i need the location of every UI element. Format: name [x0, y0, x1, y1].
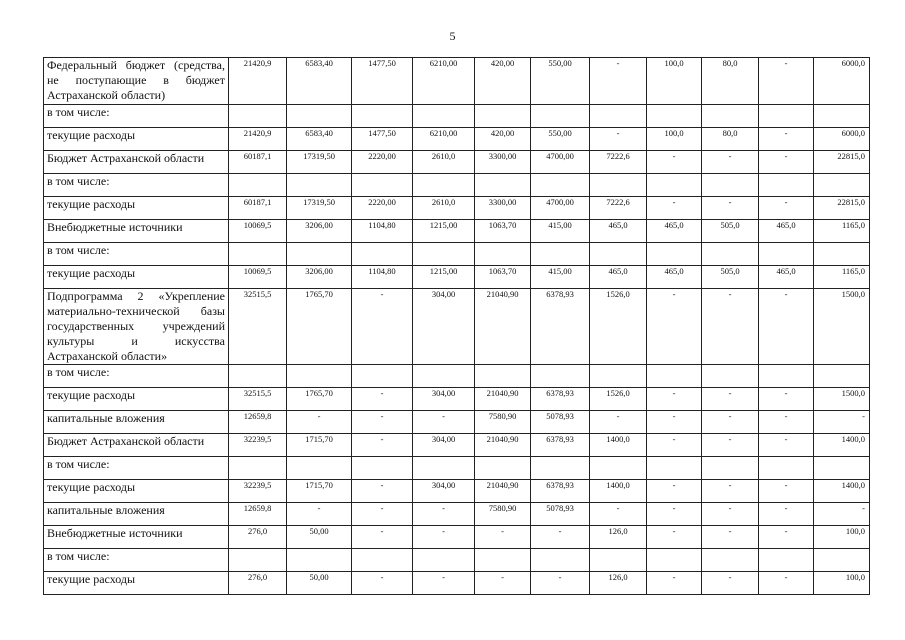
value-cell: 21040,90: [475, 388, 531, 411]
value-cell: [759, 105, 814, 128]
row-label: Федеральный бюджет (средства, не поступающие в бюджет Астраханской области): [44, 58, 229, 105]
value-cell: 415,00: [531, 220, 590, 243]
value-cell: -: [413, 411, 475, 434]
table-row: [44, 289, 870, 365]
value-cell: -: [475, 526, 531, 549]
value-cell: -: [759, 411, 814, 434]
value-cell: 6378,93: [531, 434, 590, 457]
value-cell: [590, 457, 647, 480]
value-cell: -: [702, 526, 759, 549]
value-cell: [287, 365, 352, 388]
value-cell: [759, 243, 814, 266]
value-cell: 1215,00: [413, 266, 475, 289]
value-cell: 465,0: [759, 220, 814, 243]
value-cell: -: [759, 572, 814, 595]
value-cell: 4700,00: [531, 197, 590, 220]
value-cell: 1500,0: [814, 289, 870, 365]
row-label: в том числе:: [44, 365, 229, 388]
value-cell: -: [352, 388, 413, 411]
value-cell: -: [702, 289, 759, 365]
value-cell: [531, 365, 590, 388]
value-cell: 6378,93: [531, 480, 590, 503]
value-cell: 3300,00: [475, 197, 531, 220]
value-cell: -: [702, 151, 759, 174]
value-cell: 100,0: [814, 572, 870, 595]
value-cell: 12659,8: [229, 411, 287, 434]
value-cell: 5078,93: [531, 503, 590, 526]
value-cell: 415,00: [531, 266, 590, 289]
value-cell: -: [759, 480, 814, 503]
value-cell: 1063,70: [475, 220, 531, 243]
value-cell: 1104,80: [352, 220, 413, 243]
row-label: текущие расходы: [44, 480, 229, 503]
value-cell: 17319,50: [287, 151, 352, 174]
value-cell: 12659,8: [229, 503, 287, 526]
row-label: текущие расходы: [44, 128, 229, 151]
value-cell: 6000,0: [814, 128, 870, 151]
value-cell: [590, 243, 647, 266]
value-cell: [814, 243, 870, 266]
value-cell: [287, 105, 352, 128]
row-label: Внебюджетные источники: [44, 220, 229, 243]
value-cell: [229, 549, 287, 572]
value-cell: 1715,70: [287, 480, 352, 503]
value-cell: -: [413, 572, 475, 595]
value-cell: 420,00: [475, 128, 531, 151]
table-row: [44, 526, 870, 549]
value-cell: [475, 365, 531, 388]
value-cell: -: [647, 197, 702, 220]
value-cell: 22815,0: [814, 151, 870, 174]
value-cell: 3300,00: [475, 151, 531, 174]
value-cell: -: [647, 572, 702, 595]
value-cell: [647, 549, 702, 572]
value-cell: [814, 105, 870, 128]
value-cell: -: [647, 151, 702, 174]
value-cell: -: [647, 411, 702, 434]
value-cell: 276,0: [229, 572, 287, 595]
value-cell: [702, 105, 759, 128]
value-cell: -: [702, 388, 759, 411]
value-cell: -: [647, 289, 702, 365]
value-cell: 126,0: [590, 526, 647, 549]
value-cell: 1400,0: [590, 480, 647, 503]
value-cell: 32239,5: [229, 434, 287, 457]
value-cell: 6583,40: [287, 128, 352, 151]
value-cell: -: [475, 572, 531, 595]
value-cell: [413, 174, 475, 197]
value-cell: 1765,70: [287, 289, 352, 365]
value-cell: [413, 365, 475, 388]
value-cell: [702, 457, 759, 480]
row-label: Подпрограмма 2 «Укрепление материально-технической базы государственных учреждений культуры и искусства Астраханской области»: [44, 289, 229, 365]
value-cell: [531, 243, 590, 266]
value-cell: [287, 174, 352, 197]
value-cell: -: [814, 503, 870, 526]
value-cell: [759, 365, 814, 388]
value-cell: 21040,90: [475, 480, 531, 503]
value-cell: [229, 457, 287, 480]
value-cell: [531, 457, 590, 480]
value-cell: 2610,0: [413, 151, 475, 174]
value-cell: 7580,90: [475, 503, 531, 526]
table-row: [44, 151, 870, 174]
value-cell: 505,0: [702, 220, 759, 243]
value-cell: [475, 243, 531, 266]
value-cell: 3206,00: [287, 220, 352, 243]
value-cell: 6583,40: [287, 58, 352, 105]
value-cell: -: [759, 58, 814, 105]
table-row: [44, 220, 870, 243]
value-cell: 4700,00: [531, 151, 590, 174]
value-cell: -: [352, 503, 413, 526]
value-cell: -: [413, 526, 475, 549]
value-cell: -: [759, 434, 814, 457]
value-cell: 1063,70: [475, 266, 531, 289]
value-cell: -: [647, 434, 702, 457]
value-cell: -: [352, 526, 413, 549]
value-cell: 21420,9: [229, 128, 287, 151]
value-cell: [413, 105, 475, 128]
page-number: 5: [449, 29, 456, 43]
value-cell: [352, 457, 413, 480]
value-cell: [759, 457, 814, 480]
value-cell: -: [590, 411, 647, 434]
value-cell: -: [702, 434, 759, 457]
value-cell: -: [287, 503, 352, 526]
value-cell: 465,0: [647, 220, 702, 243]
row-label: в том числе:: [44, 174, 229, 197]
value-cell: -: [352, 289, 413, 365]
value-cell: -: [647, 480, 702, 503]
row-label: в том числе:: [44, 105, 229, 128]
value-cell: 505,0: [702, 266, 759, 289]
value-cell: 100,0: [647, 128, 702, 151]
value-cell: 1165,0: [814, 266, 870, 289]
value-cell: 10069,5: [229, 266, 287, 289]
row-label: Бюджет Астраханской области: [44, 151, 229, 174]
value-cell: 7580,90: [475, 411, 531, 434]
value-cell: 80,0: [702, 128, 759, 151]
value-cell: 6210,00: [413, 58, 475, 105]
value-cell: -: [759, 503, 814, 526]
table-row: [44, 365, 870, 388]
table-row: [44, 243, 870, 266]
value-cell: 6378,93: [531, 289, 590, 365]
value-cell: 1400,0: [590, 434, 647, 457]
value-cell: 17319,50: [287, 197, 352, 220]
row-label: в том числе:: [44, 549, 229, 572]
table-row: [44, 105, 870, 128]
value-cell: 21040,90: [475, 289, 531, 365]
table-row: [44, 457, 870, 480]
value-cell: [647, 365, 702, 388]
value-cell: [814, 365, 870, 388]
row-label: Бюджет Астраханской области: [44, 434, 229, 457]
value-cell: 1715,70: [287, 434, 352, 457]
value-cell: -: [413, 503, 475, 526]
value-cell: -: [590, 503, 647, 526]
value-cell: [759, 174, 814, 197]
value-cell: -: [759, 151, 814, 174]
value-cell: -: [590, 128, 647, 151]
value-cell: 1400,0: [814, 480, 870, 503]
value-cell: -: [531, 526, 590, 549]
value-cell: 1400,0: [814, 434, 870, 457]
value-cell: [475, 549, 531, 572]
value-cell: 1477,50: [352, 58, 413, 105]
table-row: [44, 128, 870, 151]
value-cell: 1477,50: [352, 128, 413, 151]
value-cell: 465,0: [647, 266, 702, 289]
value-cell: 6000,0: [814, 58, 870, 105]
value-cell: 32515,5: [229, 388, 287, 411]
table-row: [44, 197, 870, 220]
value-cell: 1526,0: [590, 289, 647, 365]
value-cell: [413, 457, 475, 480]
value-cell: [413, 549, 475, 572]
value-cell: [702, 549, 759, 572]
value-cell: [352, 365, 413, 388]
value-cell: 2220,00: [352, 151, 413, 174]
value-cell: 276,0: [229, 526, 287, 549]
value-cell: 465,0: [590, 220, 647, 243]
value-cell: -: [647, 526, 702, 549]
value-cell: 465,0: [759, 266, 814, 289]
value-cell: [475, 174, 531, 197]
value-cell: [229, 105, 287, 128]
value-cell: 32239,5: [229, 480, 287, 503]
value-cell: [352, 549, 413, 572]
value-cell: [647, 105, 702, 128]
value-cell: [590, 174, 647, 197]
value-cell: -: [702, 503, 759, 526]
value-cell: [531, 105, 590, 128]
value-cell: 7222,6: [590, 151, 647, 174]
row-label: текущие расходы: [44, 197, 229, 220]
value-cell: 100,0: [647, 58, 702, 105]
value-cell: 304,00: [413, 388, 475, 411]
value-cell: 7222,6: [590, 197, 647, 220]
table-row: [44, 434, 870, 457]
value-cell: 2610,0: [413, 197, 475, 220]
value-cell: 550,00: [531, 128, 590, 151]
value-cell: -: [702, 411, 759, 434]
value-cell: 60187,1: [229, 197, 287, 220]
value-cell: [475, 105, 531, 128]
row-label: текущие расходы: [44, 572, 229, 595]
value-cell: -: [352, 572, 413, 595]
value-cell: 6210,00: [413, 128, 475, 151]
value-cell: 6378,93: [531, 388, 590, 411]
value-cell: -: [759, 388, 814, 411]
row-label: в том числе:: [44, 457, 229, 480]
value-cell: -: [352, 411, 413, 434]
value-cell: 21420,9: [229, 58, 287, 105]
value-cell: -: [759, 128, 814, 151]
value-cell: [647, 457, 702, 480]
value-cell: 1500,0: [814, 388, 870, 411]
value-cell: 304,00: [413, 289, 475, 365]
value-cell: [590, 105, 647, 128]
budget-table: [43, 57, 870, 595]
value-cell: -: [647, 503, 702, 526]
value-cell: [702, 174, 759, 197]
value-cell: [814, 457, 870, 480]
table-row: [44, 388, 870, 411]
row-label: в том числе:: [44, 243, 229, 266]
table-row: [44, 266, 870, 289]
value-cell: -: [759, 197, 814, 220]
value-cell: 304,00: [413, 434, 475, 457]
value-cell: 50,00: [287, 526, 352, 549]
row-label: текущие расходы: [44, 388, 229, 411]
value-cell: 60187,1: [229, 151, 287, 174]
value-cell: [352, 174, 413, 197]
value-cell: -: [702, 572, 759, 595]
value-cell: -: [759, 289, 814, 365]
value-cell: -: [759, 526, 814, 549]
value-cell: -: [352, 480, 413, 503]
value-cell: 304,00: [413, 480, 475, 503]
value-cell: -: [352, 434, 413, 457]
table-row: [44, 174, 870, 197]
value-cell: -: [287, 411, 352, 434]
value-cell: [229, 243, 287, 266]
value-cell: 22815,0: [814, 197, 870, 220]
value-cell: [287, 457, 352, 480]
row-label: капитальные вложения: [44, 503, 229, 526]
row-label: капитальные вложения: [44, 411, 229, 434]
value-cell: [287, 549, 352, 572]
value-cell: -: [590, 58, 647, 105]
value-cell: [531, 174, 590, 197]
value-cell: 21040,90: [475, 434, 531, 457]
value-cell: [647, 174, 702, 197]
value-cell: 465,0: [590, 266, 647, 289]
value-cell: 420,00: [475, 58, 531, 105]
value-cell: 126,0: [590, 572, 647, 595]
value-cell: -: [702, 197, 759, 220]
value-cell: 550,00: [531, 58, 590, 105]
table-row: [44, 503, 870, 526]
value-cell: 50,00: [287, 572, 352, 595]
value-cell: [590, 549, 647, 572]
value-cell: [352, 243, 413, 266]
value-cell: 100,0: [814, 526, 870, 549]
value-cell: 10069,5: [229, 220, 287, 243]
value-cell: -: [702, 480, 759, 503]
table-row: [44, 58, 870, 105]
value-cell: 1104,80: [352, 266, 413, 289]
value-cell: [590, 365, 647, 388]
value-cell: [702, 365, 759, 388]
value-cell: [229, 365, 287, 388]
value-cell: -: [814, 411, 870, 434]
value-cell: 1526,0: [590, 388, 647, 411]
value-cell: [352, 105, 413, 128]
value-cell: [814, 174, 870, 197]
value-cell: 1215,00: [413, 220, 475, 243]
value-cell: [475, 457, 531, 480]
row-label: Внебюджетные источники: [44, 526, 229, 549]
value-cell: [759, 549, 814, 572]
value-cell: 3206,00: [287, 266, 352, 289]
value-cell: [647, 243, 702, 266]
row-label: текущие расходы: [44, 266, 229, 289]
value-cell: -: [647, 388, 702, 411]
value-cell: [814, 549, 870, 572]
value-cell: 32515,5: [229, 289, 287, 365]
value-cell: [287, 243, 352, 266]
value-cell: 5078,93: [531, 411, 590, 434]
value-cell: -: [531, 572, 590, 595]
value-cell: [702, 243, 759, 266]
value-cell: 2220,00: [352, 197, 413, 220]
table-row: [44, 411, 870, 434]
value-cell: [229, 174, 287, 197]
value-cell: 80,0: [702, 58, 759, 105]
value-cell: 1765,70: [287, 388, 352, 411]
value-cell: [531, 549, 590, 572]
table-row: [44, 480, 870, 503]
value-cell: 1165,0: [814, 220, 870, 243]
table-row: [44, 572, 870, 595]
table-row: [44, 549, 870, 572]
value-cell: [413, 243, 475, 266]
